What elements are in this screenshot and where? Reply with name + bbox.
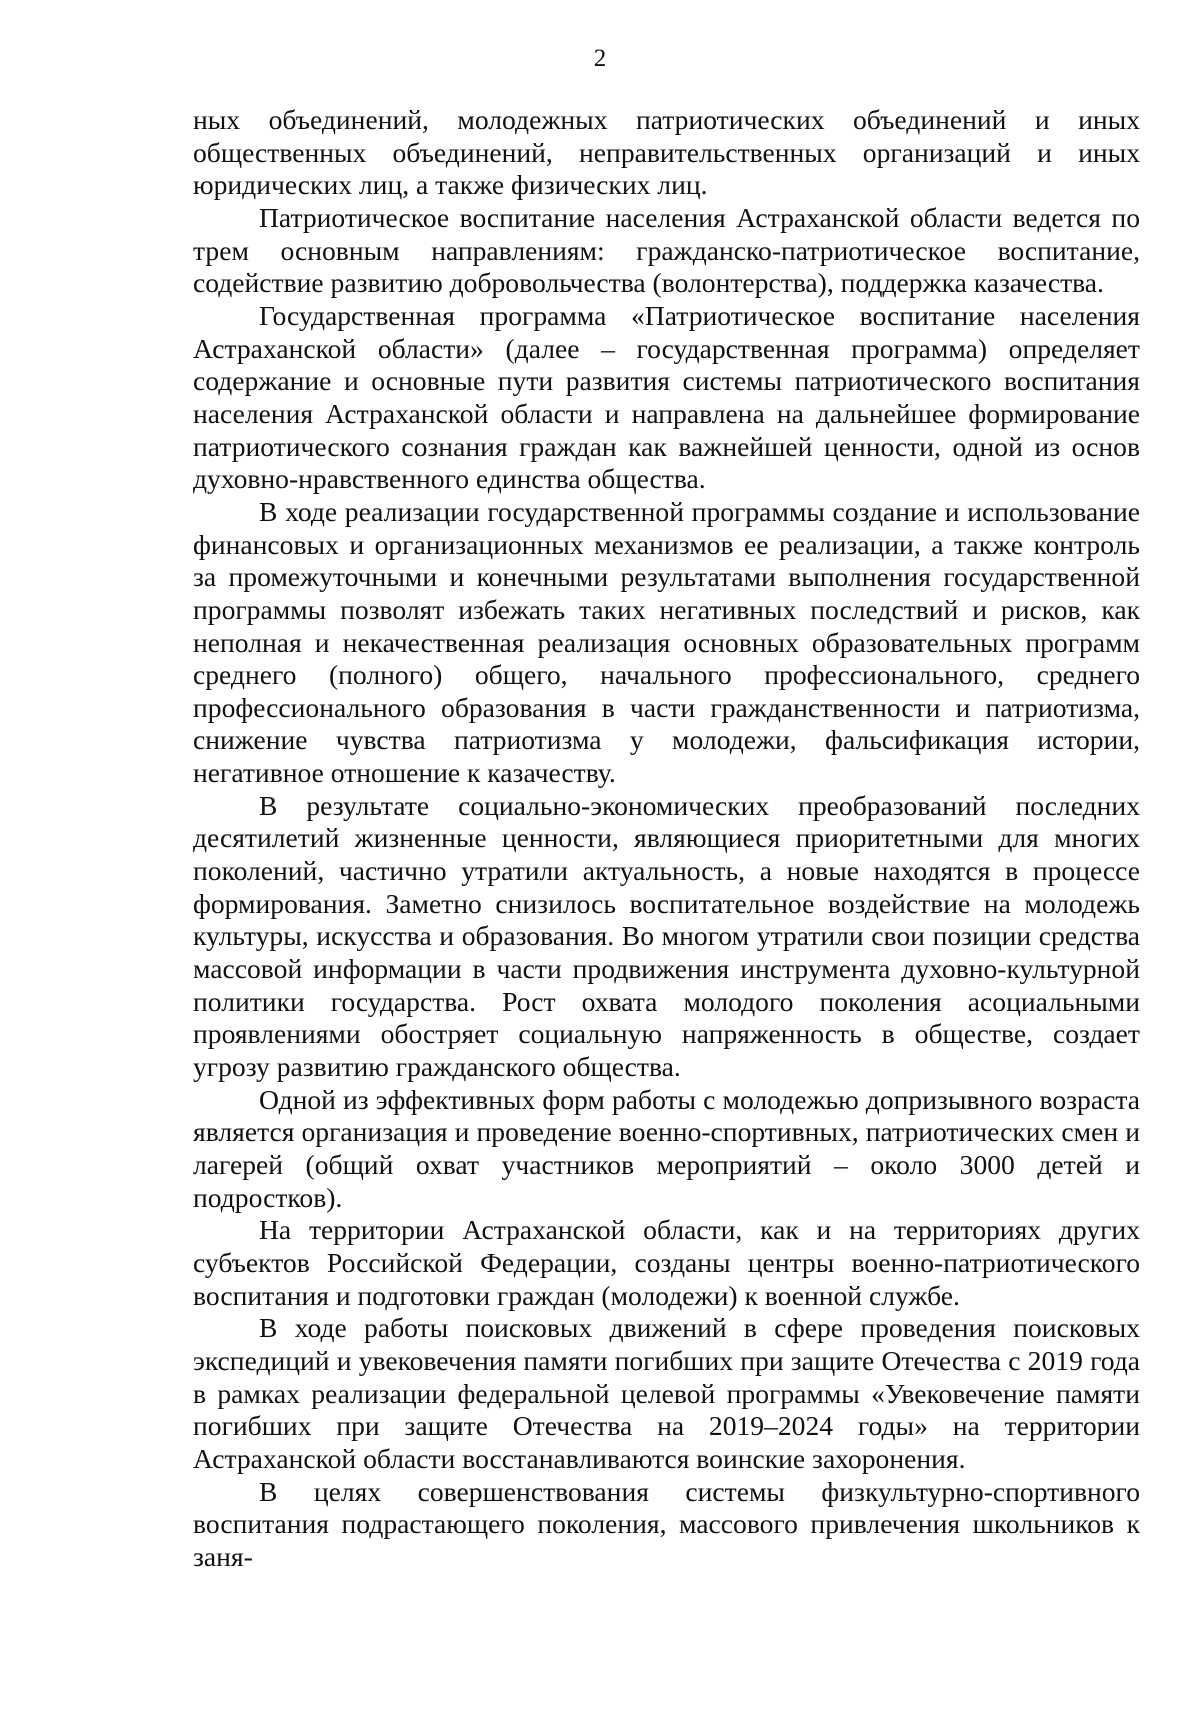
paragraph-patriotic-centers: На территории Астраханской области, как и на территориях других субъектов Российской Федерации, созданы центры военно-патриотического воспитания и подготовки граждан (молодежи) к военной службе. (193, 1214, 1140, 1311)
paragraph-program-risks: В ходе реализации государственной программы создание и использование финансовых и организационных механизмов ее реализации, а также контроль за промежуточными и конечными результатами выполнения государственной программы позволят избежать таких негативных последствий и рисков, как неполная и некачественная реализация основных образовательных программ среднего (полного) общего, начального профессионального, среднего профессионального образования в части гражданственности и патриотизма, снижение чувства патриотизма у молодежи, фальсификация истории, негативное отношение к казачеству. (193, 495, 1140, 789)
paragraph-search-expeditions: В ходе работы поисковых движений в сфере проведения поисковых экспедиций и увековечения памяти погибших при защите Отечества с 2019 года в рамках реализации федеральной целевой программы «Увековечение памяти погибших при защите Отечества на 2019–2024 годы» на территории Астраханской области восстанавливаются воинские захоронения. (193, 1312, 1140, 1474)
paragraph-continuation: ных объединений, молодежных патриотических объединений и иных общественных объединений, неправительственных организаций и иных юридических лиц, а также физических лиц. (193, 104, 1140, 201)
paragraph-physical-education: В целях совершенствования системы физкультурно-спортивного воспитания подрастающего поколения, массового привлечения школьников к заня- (193, 1475, 1140, 1572)
paragraph-military-sport-camps: Одной из эффективных форм работы с молодежью допризывного возраста является организация и проведение военно-спортивных, патриотических смен и лагерей (общий охват участников мероприятий – около 3000 детей и подростков). (193, 1083, 1140, 1213)
paragraph-state-program-description: Государственная программа «Патриотическое воспитание населения Астраханской области» (далее – государственная программа) определяет содержание и основные пути развития системы патриотического воспитания населения Астраханской области и направлена на дальнейшее формирование патриотического сознания граждан как важнейшей ценности, одной из основ духовно-нравственного единства общества. (193, 299, 1140, 495)
paragraph-patriotic-education-directions: Патриотическое воспитание населения Астраханской области ведется по трем основным направлениям: гражданско-патриотическое воспитание, содействие развитию добровольчества (волонтерства), поддержка казачества. (193, 201, 1140, 299)
page-number: 2 (593, 45, 607, 72)
document-body (193, 104, 1140, 1574)
paragraph-socioeconomic-changes: В результате социально-экономических преобразований последних десятилетий жизненные ценности, являющиеся приоритетными для многих поколений, частично утратили актуальность, а новые находятся в процессе формирования. Заметно снизилось воспитательное воздействие на молодежь культуры, искусства и образования. Во многом утратили свои позиции средства массовой информации в части продвижения инструмента духовно-культурной политики государства. Рост охвата молодого поколения асоциальными проявлениями обостряет социальную напряженность в обществе, создает угрозу развитию гражданского общества. (193, 789, 1140, 1083)
